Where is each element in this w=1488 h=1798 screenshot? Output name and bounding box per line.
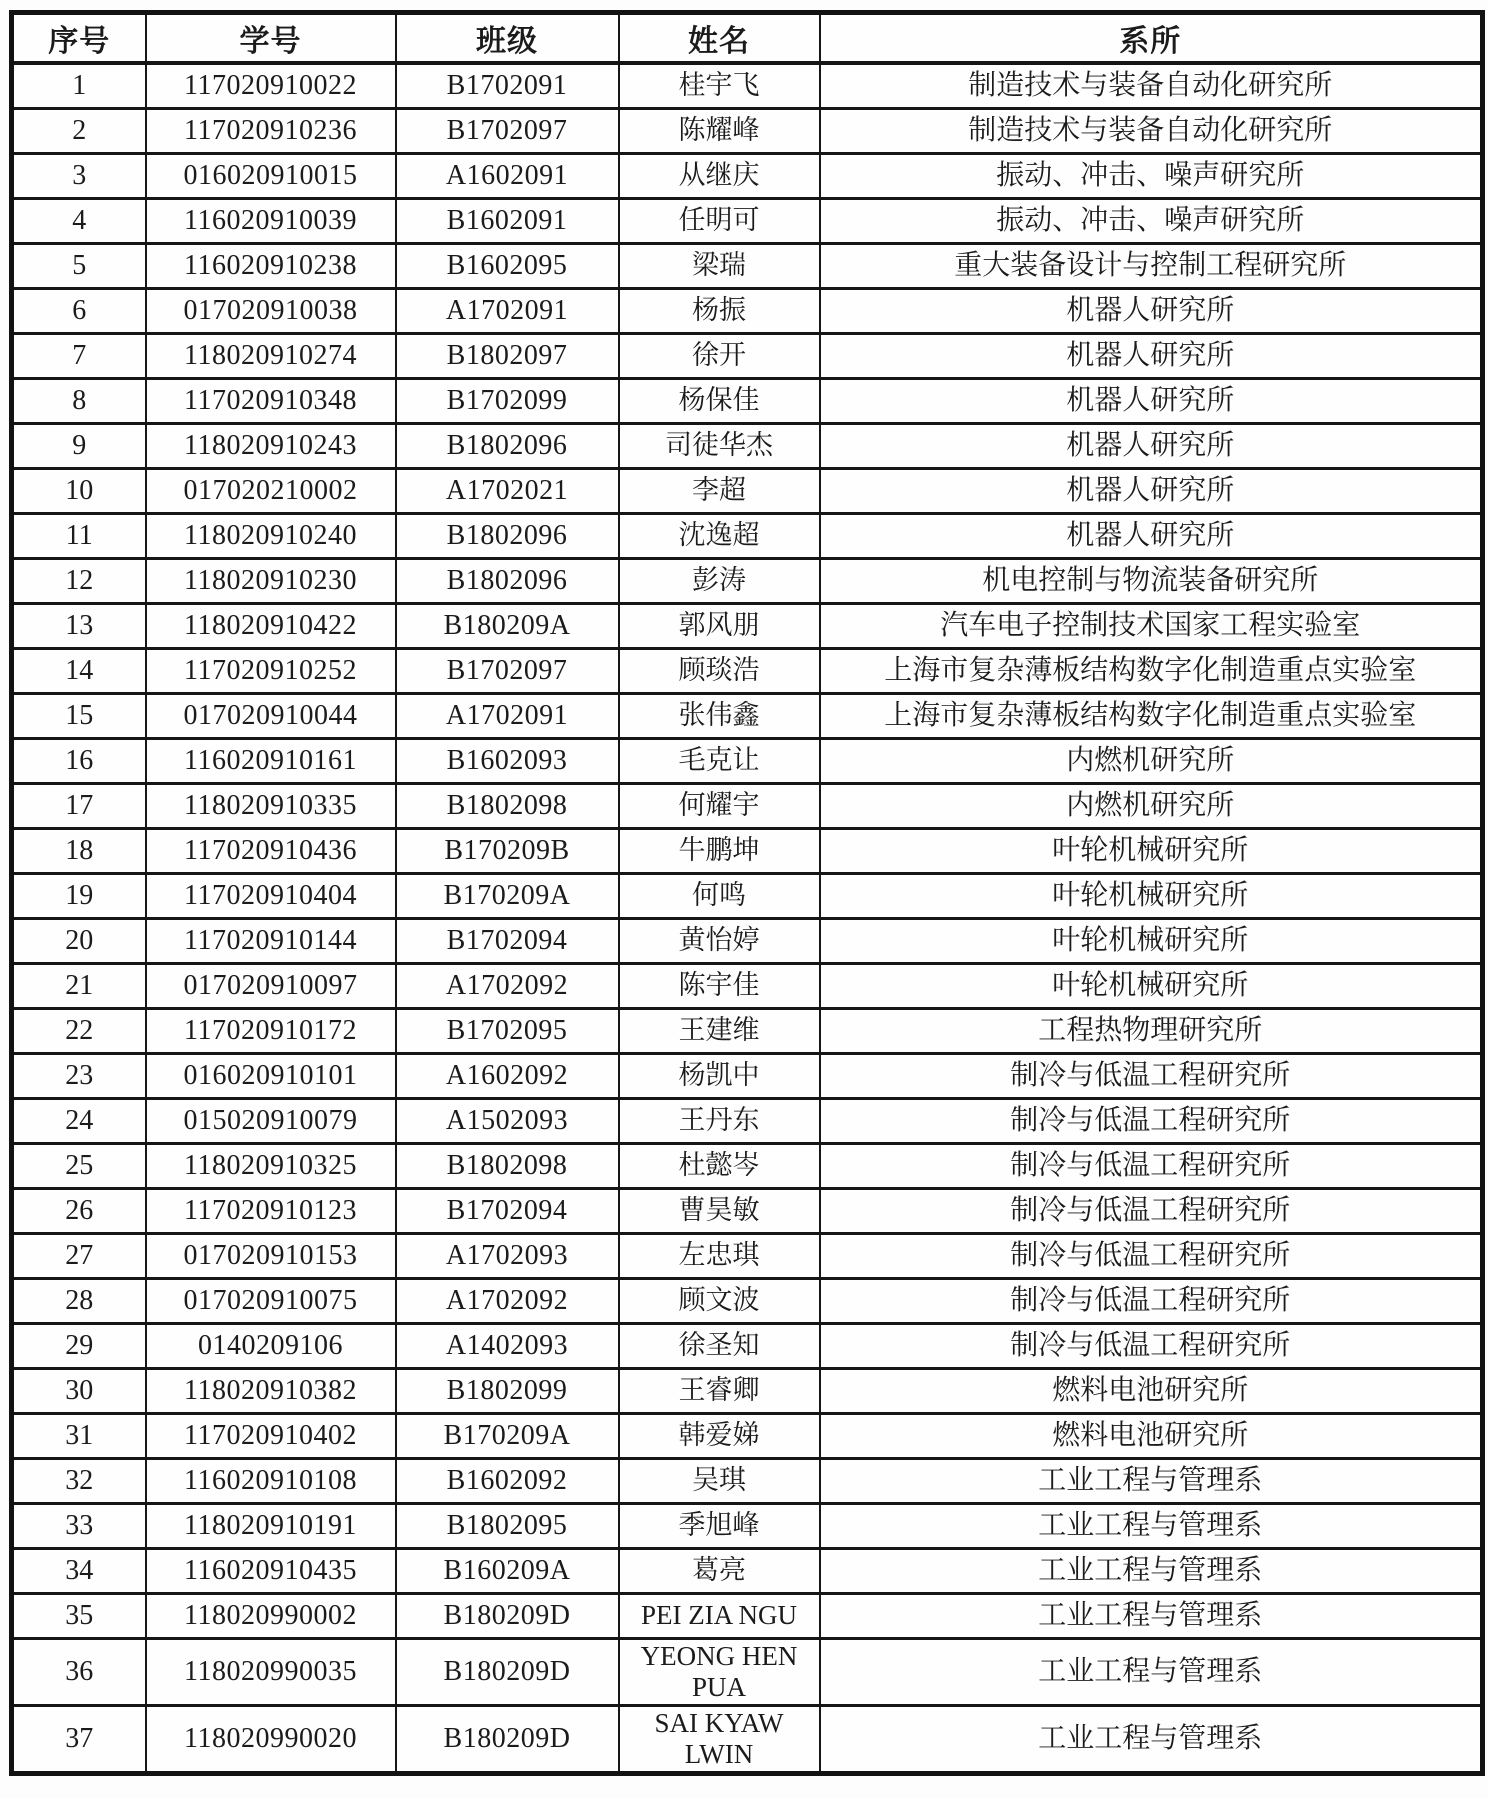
cell-class_id: A1702021 [396,469,619,514]
cell-student_id: 016020910015 [146,154,396,199]
cell-name: 杨保佳 [619,379,820,424]
table-row [12,1234,1483,1279]
cell-student_id: 117020910022 [146,63,396,109]
cell-name: 陈宇佳 [619,964,820,1009]
cell-class_id: B180209A [396,604,619,649]
cell-seq: 30 [12,1369,146,1414]
table-row [12,1099,1483,1144]
cell-class_id: B1802096 [396,514,619,559]
cell-department: 制造技术与装备自动化研究所 [820,63,1483,109]
table-row [12,1324,1483,1369]
cell-seq: 28 [12,1279,146,1324]
column-header-department: 系所 [820,13,1483,64]
cell-student_id: 118020990020 [146,1706,396,1774]
cell-student_id: 017020910153 [146,1234,396,1279]
cell-student_id: 017020910038 [146,289,396,334]
cell-name: 黄怡婷 [619,919,820,964]
cell-class_id: B170209A [396,1414,619,1459]
cell-department: 燃料电池研究所 [820,1414,1483,1459]
cell-student_id: 117020910348 [146,379,396,424]
table-row [12,964,1483,1009]
cell-class_id: B1802098 [396,784,619,829]
cell-seq: 6 [12,289,146,334]
table-row [12,694,1483,739]
cell-name: 梁瑞 [619,244,820,289]
cell-seq: 16 [12,739,146,784]
cell-student_id: 017020210002 [146,469,396,514]
cell-seq: 21 [12,964,146,1009]
cell-name: PEI ZIA NGU [619,1594,820,1639]
cell-seq: 37 [12,1706,146,1774]
cell-student_id: 116020910161 [146,739,396,784]
cell-department: 振动、冲击、噪声研究所 [820,199,1483,244]
cell-class_id: B180209D [396,1594,619,1639]
cell-department: 制冷与低温工程研究所 [820,1144,1483,1189]
cell-seq: 34 [12,1549,146,1594]
cell-seq: 20 [12,919,146,964]
cell-class_id: B1702099 [396,379,619,424]
cell-department: 制冷与低温工程研究所 [820,1099,1483,1144]
cell-student_id: 116020910108 [146,1459,396,1504]
cell-department: 制冷与低温工程研究所 [820,1189,1483,1234]
table-row [12,109,1483,154]
cell-seq: 10 [12,469,146,514]
table-row [12,379,1483,424]
cell-name: SAI KYAW LWIN [619,1706,820,1774]
cell-class_id: A1702092 [396,964,619,1009]
header-row [12,13,1483,64]
table-row [12,199,1483,244]
cell-student_id: 0140209106 [146,1324,396,1369]
cell-department: 内燃机研究所 [820,784,1483,829]
cell-class_id: B180209D [396,1639,619,1706]
cell-seq: 26 [12,1189,146,1234]
student-table [9,10,1485,1776]
cell-student_id: 116020910435 [146,1549,396,1594]
cell-department: 重大装备设计与控制工程研究所 [820,244,1483,289]
table-row [12,154,1483,199]
cell-department: 制造技术与装备自动化研究所 [820,109,1483,154]
table-row [12,1706,1483,1774]
cell-class_id: B1702095 [396,1009,619,1054]
cell-seq: 17 [12,784,146,829]
cell-seq: 9 [12,424,146,469]
cell-name: 郭风朋 [619,604,820,649]
cell-name: 曹昊敏 [619,1189,820,1234]
cell-seq: 33 [12,1504,146,1549]
cell-seq: 24 [12,1099,146,1144]
column-header-class_id: 班级 [396,13,619,64]
table-row [12,289,1483,334]
table-row [12,649,1483,694]
cell-department: 机电控制与物流装备研究所 [820,559,1483,604]
cell-name: 杨凯中 [619,1054,820,1099]
cell-student_id: 117020910404 [146,874,396,919]
table-row [12,1414,1483,1459]
table-row [12,334,1483,379]
table-row [12,1054,1483,1099]
cell-seq: 35 [12,1594,146,1639]
cell-student_id: 118020910325 [146,1144,396,1189]
cell-class_id: A1402093 [396,1324,619,1369]
cell-name: 彭涛 [619,559,820,604]
cell-department: 工程热物理研究所 [820,1009,1483,1054]
table-row [12,1189,1483,1234]
cell-name: 王丹东 [619,1099,820,1144]
cell-class_id: A1702091 [396,289,619,334]
cell-department: 制冷与低温工程研究所 [820,1324,1483,1369]
cell-student_id: 017020910075 [146,1279,396,1324]
cell-name: 从继庆 [619,154,820,199]
cell-student_id: 117020910123 [146,1189,396,1234]
cell-name: 徐开 [619,334,820,379]
cell-seq: 15 [12,694,146,739]
cell-class_id: B170209B [396,829,619,874]
cell-seq: 7 [12,334,146,379]
cell-student_id: 116020910039 [146,199,396,244]
cell-class_id: A1502093 [396,1099,619,1144]
cell-department: 工业工程与管理系 [820,1504,1483,1549]
cell-seq: 11 [12,514,146,559]
table-row [12,1459,1483,1504]
cell-student_id: 117020910252 [146,649,396,694]
cell-seq: 5 [12,244,146,289]
cell-department: 机器人研究所 [820,334,1483,379]
cell-name: 司徒华杰 [619,424,820,469]
cell-student_id: 118020910335 [146,784,396,829]
cell-department: 工业工程与管理系 [820,1639,1483,1706]
cell-seq: 8 [12,379,146,424]
cell-department: 工业工程与管理系 [820,1706,1483,1774]
table-row [12,424,1483,469]
column-header-name: 姓名 [619,13,820,64]
cell-department: 工业工程与管理系 [820,1549,1483,1594]
table-row [12,469,1483,514]
table-row [12,1594,1483,1639]
cell-name: 桂宇飞 [619,63,820,109]
cell-name: 葛亮 [619,1549,820,1594]
cell-class_id: B1702094 [396,1189,619,1234]
cell-seq: 3 [12,154,146,199]
cell-department: 机器人研究所 [820,289,1483,334]
cell-seq: 18 [12,829,146,874]
cell-class_id: B1802098 [396,1144,619,1189]
cell-student_id: 117020910236 [146,109,396,154]
cell-name: 杜懿岑 [619,1144,820,1189]
cell-name: 张伟鑫 [619,694,820,739]
table-row [12,1369,1483,1414]
cell-department: 机器人研究所 [820,514,1483,559]
cell-department: 制冷与低温工程研究所 [820,1279,1483,1324]
cell-student_id: 118020910240 [146,514,396,559]
cell-name: 杨振 [619,289,820,334]
cell-class_id: A1702091 [396,694,619,739]
cell-department: 机器人研究所 [820,469,1483,514]
table-row [12,514,1483,559]
cell-class_id: B1802096 [396,424,619,469]
cell-department: 燃料电池研究所 [820,1369,1483,1414]
cell-seq: 2 [12,109,146,154]
cell-student_id: 118020910243 [146,424,396,469]
cell-student_id: 016020910101 [146,1054,396,1099]
cell-student_id: 116020910238 [146,244,396,289]
table-row [12,1144,1483,1189]
cell-student_id: 117020910172 [146,1009,396,1054]
cell-student_id: 117020910144 [146,919,396,964]
cell-student_id: 118020910191 [146,1504,396,1549]
cell-class_id: B1602092 [396,1459,619,1504]
cell-class_id: A1702093 [396,1234,619,1279]
cell-class_id: B170209A [396,874,619,919]
cell-student_id: 015020910079 [146,1099,396,1144]
cell-class_id: B1702091 [396,63,619,109]
cell-class_id: B180209D [396,1706,619,1774]
cell-department: 工业工程与管理系 [820,1459,1483,1504]
cell-name: 牛鹏坤 [619,829,820,874]
cell-seq: 25 [12,1144,146,1189]
cell-department: 工业工程与管理系 [820,1594,1483,1639]
cell-student_id: 017020910044 [146,694,396,739]
cell-department: 上海市复杂薄板结构数字化制造重点实验室 [820,694,1483,739]
cell-department: 制冷与低温工程研究所 [820,1234,1483,1279]
table-row [12,1279,1483,1324]
cell-seq: 13 [12,604,146,649]
cell-name: YEONG HEN PUA [619,1639,820,1706]
cell-class_id: A1602092 [396,1054,619,1099]
cell-class_id: B1702097 [396,649,619,694]
cell-department: 机器人研究所 [820,379,1483,424]
column-header-seq: 序号 [12,13,146,64]
cell-student_id: 118020910230 [146,559,396,604]
table-row [12,919,1483,964]
cell-department: 振动、冲击、噪声研究所 [820,154,1483,199]
cell-student_id: 118020910274 [146,334,396,379]
cell-name: 韩爱娣 [619,1414,820,1459]
cell-name: 季旭峰 [619,1504,820,1549]
cell-name: 吴琪 [619,1459,820,1504]
cell-name: 何鸣 [619,874,820,919]
cell-student_id: 118020910422 [146,604,396,649]
cell-student_id: 118020910382 [146,1369,396,1414]
cell-name: 顾琰浩 [619,649,820,694]
table-row [12,829,1483,874]
table-row [12,1639,1483,1706]
cell-name: 顾文波 [619,1279,820,1324]
column-header-student_id: 学号 [146,13,396,64]
cell-class_id: B1802097 [396,334,619,379]
cell-student_id: 118020990002 [146,1594,396,1639]
table-row [12,1549,1483,1594]
table-row [12,604,1483,649]
cell-class_id: B1602095 [396,244,619,289]
cell-department: 叶轮机械研究所 [820,874,1483,919]
table-row [12,559,1483,604]
cell-seq: 32 [12,1459,146,1504]
table-row [12,784,1483,829]
cell-student_id: 017020910097 [146,964,396,1009]
cell-name: 左忠琪 [619,1234,820,1279]
table-row [12,63,1483,109]
table-row [12,1009,1483,1054]
cell-class_id: A1702092 [396,1279,619,1324]
table-body [12,63,1483,1774]
cell-seq: 36 [12,1639,146,1706]
cell-seq: 14 [12,649,146,694]
cell-name: 毛克让 [619,739,820,784]
table-row [12,739,1483,784]
cell-student_id: 118020990035 [146,1639,396,1706]
cell-department: 制冷与低温工程研究所 [820,1054,1483,1099]
cell-class_id: B1602091 [396,199,619,244]
cell-department: 叶轮机械研究所 [820,919,1483,964]
cell-student_id: 117020910436 [146,829,396,874]
cell-seq: 29 [12,1324,146,1369]
cell-name: 何耀宇 [619,784,820,829]
table-row [12,1504,1483,1549]
cell-name: 王建维 [619,1009,820,1054]
cell-class_id: B160209A [396,1549,619,1594]
cell-seq: 27 [12,1234,146,1279]
cell-seq: 23 [12,1054,146,1099]
table-row [12,244,1483,289]
cell-name: 李超 [619,469,820,514]
cell-class_id: B1802095 [396,1504,619,1549]
cell-department: 内燃机研究所 [820,739,1483,784]
cell-class_id: B1602093 [396,739,619,784]
table-row [12,874,1483,919]
cell-department: 机器人研究所 [820,424,1483,469]
cell-class_id: B1702094 [396,919,619,964]
cell-class_id: A1602091 [396,154,619,199]
cell-department: 叶轮机械研究所 [820,964,1483,1009]
cell-seq: 19 [12,874,146,919]
cell-class_id: B1802099 [396,1369,619,1414]
cell-seq: 4 [12,199,146,244]
cell-name: 王睿卿 [619,1369,820,1414]
cell-seq: 22 [12,1009,146,1054]
cell-seq: 1 [12,63,146,109]
cell-department: 汽车电子控制技术国家工程实验室 [820,604,1483,649]
cell-class_id: B1802096 [396,559,619,604]
cell-name: 徐圣知 [619,1324,820,1369]
cell-seq: 31 [12,1414,146,1459]
cell-name: 沈逸超 [619,514,820,559]
cell-name: 陈耀峰 [619,109,820,154]
cell-name: 任明可 [619,199,820,244]
cell-department: 叶轮机械研究所 [820,829,1483,874]
cell-student_id: 117020910402 [146,1414,396,1459]
cell-seq: 12 [12,559,146,604]
table-header [12,13,1483,64]
cell-class_id: B1702097 [396,109,619,154]
cell-department: 上海市复杂薄板结构数字化制造重点实验室 [820,649,1483,694]
